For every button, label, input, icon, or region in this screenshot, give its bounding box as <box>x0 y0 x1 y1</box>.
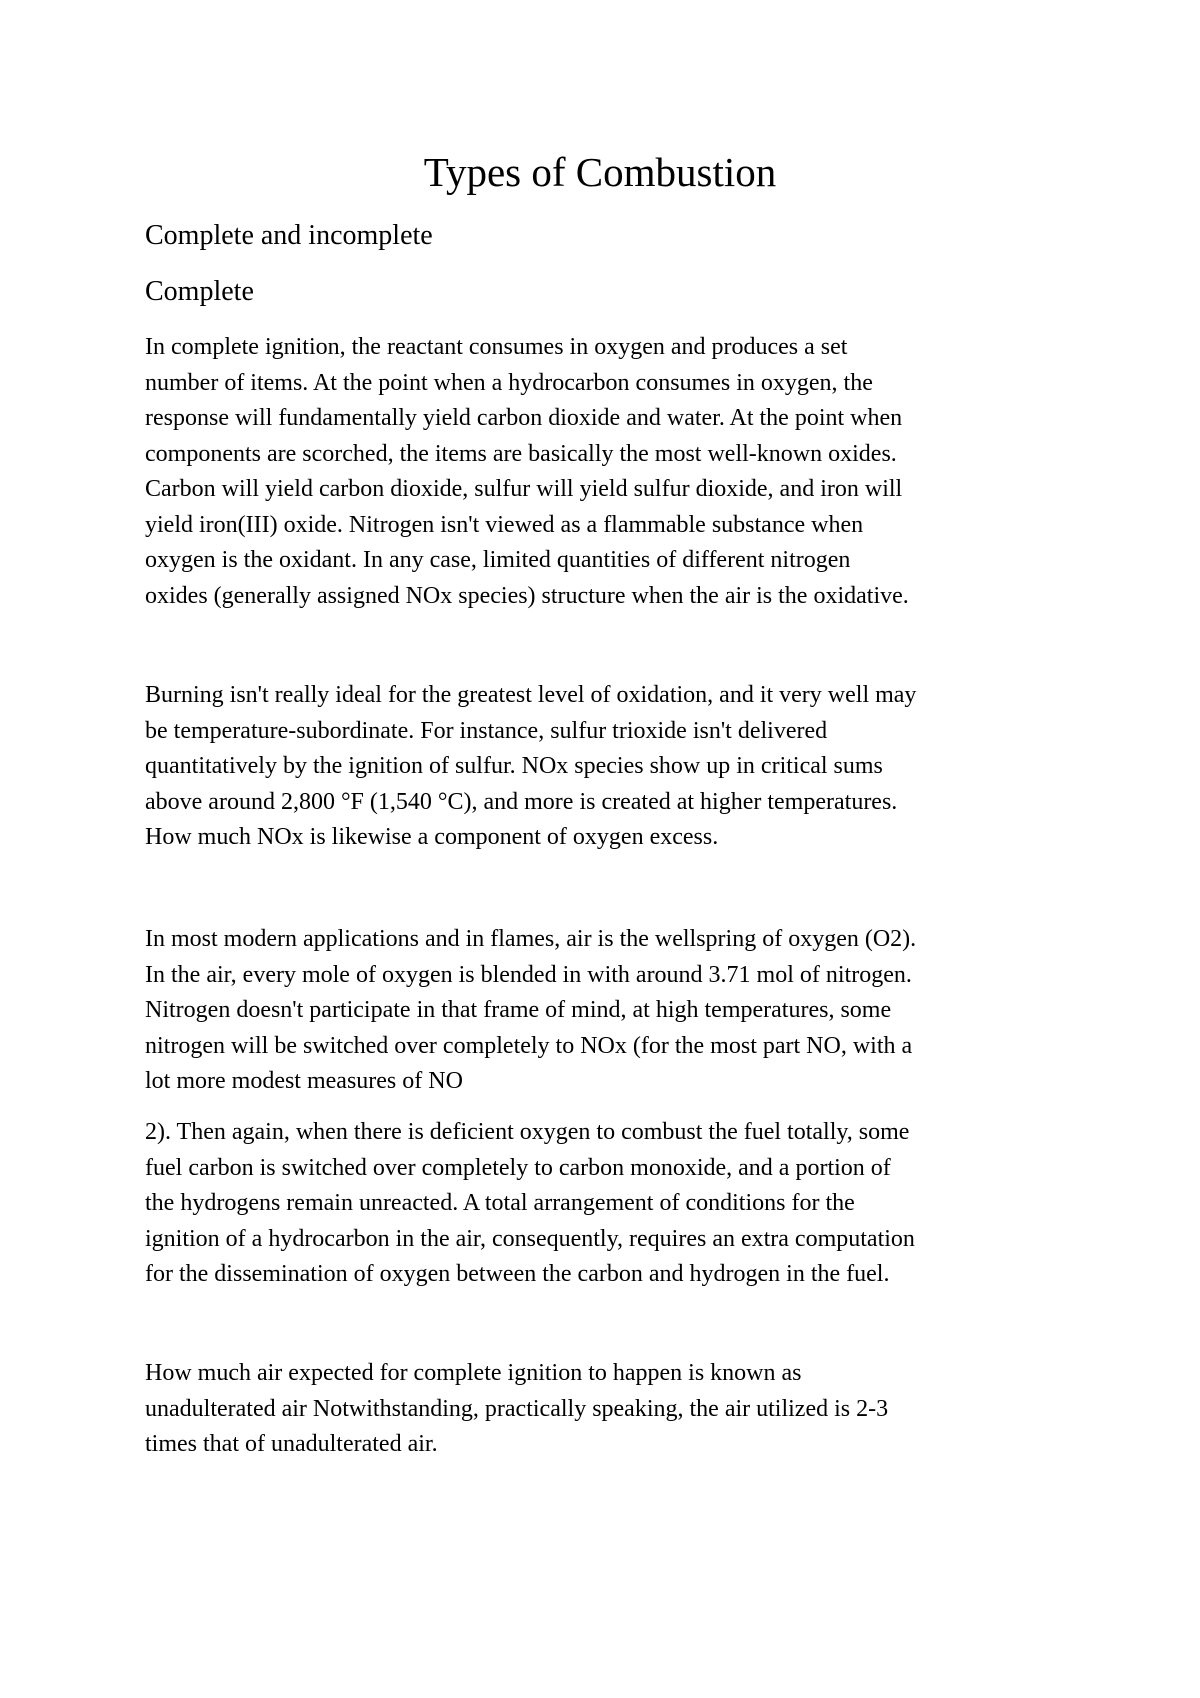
text-line: components are scorched, the items are basically the most well-known oxides. <box>145 440 897 467</box>
text-line: In the air, every mole of oxygen is blended in with around 3.71 mol of nitrogen. <box>145 961 912 988</box>
paragraph <box>145 678 1085 856</box>
text-line: Carbon will yield carbon dioxide, sulfur will yield sulfur dioxide, and iron will <box>145 476 903 502</box>
text-line: oxygen is the oxidant. In any case, limited quantities of different nitrogen <box>145 547 851 573</box>
text-line: lot more modest measures of NO <box>145 1068 463 1094</box>
text-line: How much NOx is likewise a component of oxygen excess. <box>145 824 719 850</box>
section-heading: Complete and incomplete <box>145 220 433 251</box>
text-line: How much air expected for complete ignition to happen is known as <box>145 1360 802 1386</box>
document-title: Types of Combustion <box>423 149 777 195</box>
text-line: yield iron(III) oxide. Nitrogen isn't viewed as a flammable substance when <box>145 511 864 538</box>
text-line: fuel carbon is switched over completely to carbon monoxide, and a portion of <box>145 1154 891 1181</box>
paragraph <box>145 1115 1085 1293</box>
text-line: times that of unadulterated air. <box>145 1431 438 1457</box>
text-line: unadulterated air Notwithstanding, practically speaking, the air utilized is 2-3 <box>145 1395 889 1422</box>
paragraph <box>145 330 1085 614</box>
text-line: for the dissemination of oxygen between the carbon and hydrogen in the fuel. <box>145 1261 890 1287</box>
text-line: oxides (generally assigned NOx species) structure when the air is the oxidative. <box>145 582 909 609</box>
text-line: quantitatively by the ignition of sulfur. NOx species show up in critical sums <box>145 753 883 779</box>
text-line: In most modern applications and in flames, air is the wellspring of oxygen (O2). <box>145 926 917 952</box>
text-line: the hydrogens remain unreacted. A total arrangement of conditions for the <box>145 1190 855 1216</box>
text-line: be temperature-subordinate. For instance, sulfur trioxide isn't delivered <box>145 717 828 744</box>
paragraph <box>145 922 1085 1100</box>
paragraph <box>145 1356 1085 1463</box>
text-line: nitrogen will be switched over completely to NOx (for the most part NO, with a <box>145 1032 913 1059</box>
text-line: number of items. At the point when a hydrocarbon consumes in oxygen, the <box>145 369 873 396</box>
text-line: Nitrogen doesn't participate in that frame of mind, at high temperatures, some <box>145 997 892 1023</box>
text-line: response will fundamentally yield carbon dioxide and water. At the point when <box>145 405 903 431</box>
text-line: ignition of a hydrocarbon in the air, consequently, requires an extra computation <box>145 1225 915 1252</box>
text-line: In complete ignition, the reactant consumes in oxygen and produces a set <box>145 334 848 360</box>
subheading: Complete <box>145 276 254 307</box>
text-line: above around 2,800 °F (1,540 °C), and more is created at higher temperatures. <box>145 788 898 815</box>
text-line: 2). Then again, when there is deficient oxygen to combust the fuel totally, some <box>145 1119 910 1145</box>
text-line: Burning isn't really ideal for the greatest level of oxidation, and it very well may <box>145 682 917 708</box>
